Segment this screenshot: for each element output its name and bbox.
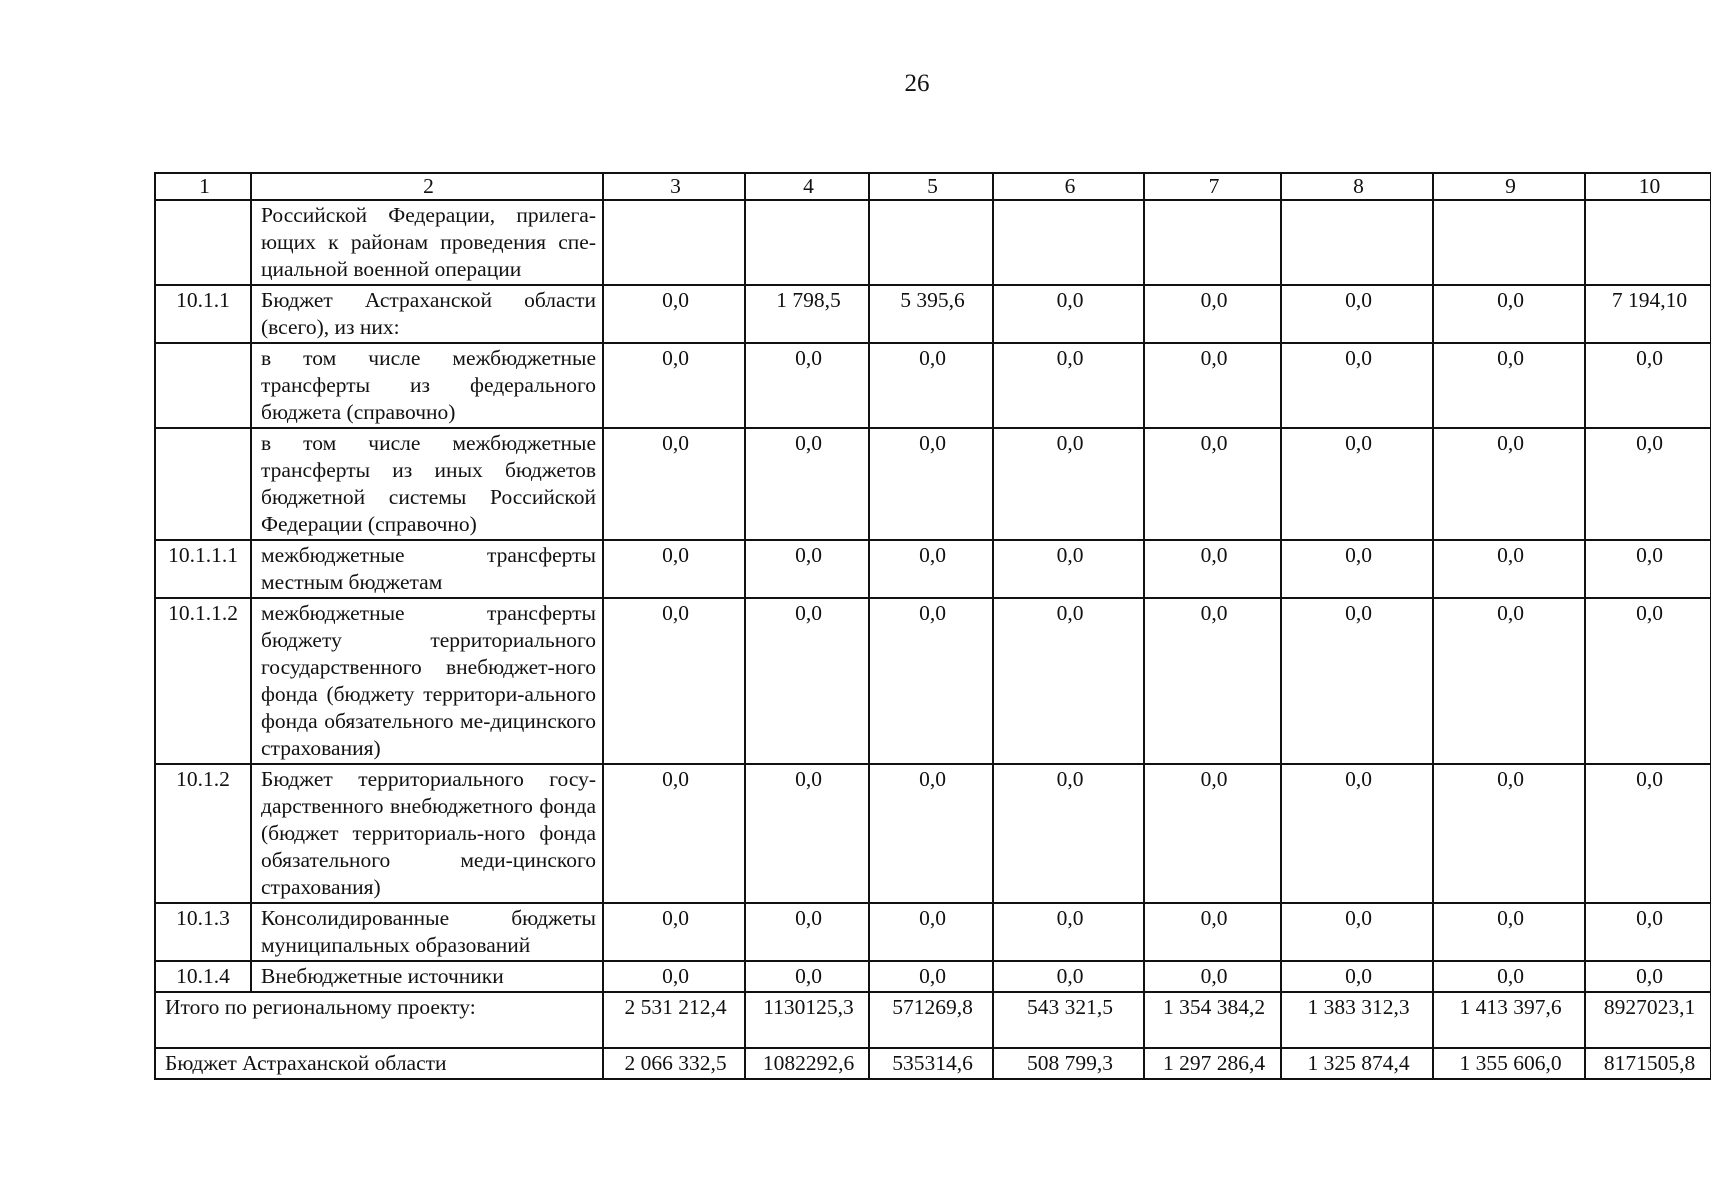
row-description: в том числе межбюджетные трансферты из федерального бюджета (справочно) [251,343,603,428]
value-cell: 0,0 [1144,428,1281,540]
value-cell: 0,0 [993,961,1144,992]
value-cell: 0,0 [745,343,869,428]
value-cell: 0,0 [1281,540,1433,598]
value-cell: 0,0 [869,540,993,598]
row-code [155,428,251,540]
table-row [155,764,1711,903]
value-cell [1433,200,1585,285]
value-cell: 0,0 [869,428,993,540]
total-value: 2 066 332,5 [603,1048,745,1079]
total-value: 535314,6 [869,1048,993,1079]
total-value: 1 354 384,2 [1144,992,1281,1048]
value-cell: 0,0 [1281,961,1433,992]
table-row [155,428,1711,540]
value-cell: 0,0 [1433,598,1585,764]
total-value: 1 355 606,0 [1433,1048,1585,1079]
page-number: 26 [904,70,930,97]
value-cell: 0,0 [1144,285,1281,343]
value-cell [1585,200,1711,285]
value-cell: 0,0 [1433,903,1585,961]
value-cell: 0,0 [1433,961,1585,992]
value-cell: 0,0 [1281,285,1433,343]
value-cell: 0,0 [745,903,869,961]
row-code: 10.1.3 [155,903,251,961]
value-cell: 0,0 [1144,540,1281,598]
column-header: 9 [1433,173,1585,200]
column-header: 10 [1585,173,1711,200]
value-cell: 0,0 [993,540,1144,598]
value-cell [745,200,869,285]
row-description: Бюджет территориального госу-дарственного внебюджетного фонда (бюджет территориаль-ного фонда обязательного меди-цинского страхования) [251,764,603,903]
value-cell: 0,0 [869,764,993,903]
value-cell: 0,0 [1281,428,1433,540]
total-value: 8171505,8 [1585,1048,1711,1079]
column-header: 5 [869,173,993,200]
value-cell: 0,0 [745,540,869,598]
value-cell: 0,0 [603,540,745,598]
total-value: 508 799,3 [993,1048,1144,1079]
value-cell: 0,0 [993,285,1144,343]
value-cell: 0,0 [1433,540,1585,598]
value-cell: 0,0 [993,343,1144,428]
value-cell: 0,0 [603,598,745,764]
value-cell: 0,0 [1585,598,1711,764]
column-header: 3 [603,173,745,200]
value-cell: 0,0 [1585,961,1711,992]
value-cell: 0,0 [1433,764,1585,903]
column-header: 6 [993,173,1144,200]
value-cell: 0,0 [869,903,993,961]
table-row [155,540,1711,598]
value-cell: 0,0 [1144,903,1281,961]
row-code [155,200,251,285]
value-cell: 0,0 [1433,428,1585,540]
total-value: 1 413 397,6 [1433,992,1585,1048]
value-cell: 0,0 [993,764,1144,903]
value-cell: 0,0 [993,428,1144,540]
column-header: 2 [251,173,603,200]
value-cell: 0,0 [1281,903,1433,961]
value-cell: 7 194,10 [1585,285,1711,343]
total-label: Итого по региональному проекту: [155,992,603,1048]
value-cell [1144,200,1281,285]
row-code: 10.1.4 [155,961,251,992]
value-cell: 0,0 [745,961,869,992]
total-value: 1 297 286,4 [1144,1048,1281,1079]
value-cell: 0,0 [1144,764,1281,903]
value-cell [1281,200,1433,285]
table-row [155,961,1711,992]
value-cell: 1 798,5 [745,285,869,343]
column-header: 4 [745,173,869,200]
table-row [155,285,1711,343]
total-row-regional-project [155,992,1711,1048]
value-cell: 0,0 [1144,598,1281,764]
total-value: 571269,8 [869,992,993,1048]
column-number-header-row [155,173,1711,200]
value-cell: 0,0 [745,598,869,764]
value-cell: 0,0 [869,961,993,992]
value-cell: 0,0 [869,343,993,428]
value-cell: 0,0 [1144,961,1281,992]
value-cell: 0,0 [1144,343,1281,428]
value-cell: 0,0 [1585,343,1711,428]
row-description: межбюджетные трансферты местным бюджетам [251,540,603,598]
total-value: 2 531 212,4 [603,992,745,1048]
column-header: 8 [1281,173,1433,200]
total-value: 543 321,5 [993,992,1144,1048]
budget-table [154,172,1711,1080]
value-cell: 0,0 [1281,764,1433,903]
row-description: Российской Федерации, прилега-ющих к районам проведения спе-циальной военной операции [251,200,603,285]
table-row [155,343,1711,428]
row-code: 10.1.1 [155,285,251,343]
value-cell: 0,0 [869,598,993,764]
value-cell: 0,0 [603,285,745,343]
value-cell: 0,0 [1585,764,1711,903]
value-cell: 0,0 [603,764,745,903]
total-value: 1 383 312,3 [1281,992,1433,1048]
total-label: Бюджет Астраханской области [155,1048,603,1079]
value-cell: 0,0 [1433,343,1585,428]
value-cell: 0,0 [1585,903,1711,961]
value-cell: 0,0 [745,428,869,540]
table-row [155,598,1711,764]
total-value: 1130125,3 [745,992,869,1048]
value-cell: 0,0 [993,598,1144,764]
column-header: 1 [155,173,251,200]
row-description: Консолидированные бюджеты муниципальных образований [251,903,603,961]
value-cell: 0,0 [603,961,745,992]
row-description: в том числе межбюджетные трансферты из иных бюджетов бюджетной системы Российской Федерации (справочно) [251,428,603,540]
row-description: межбюджетные трансферты бюджету территориального государственного внебюджет-ного фонда (бюджету территори-ального фонда обязательного ме-дицинского страхования) [251,598,603,764]
value-cell: 0,0 [993,903,1144,961]
total-row-astrakhan-budget [155,1048,1711,1079]
column-header: 7 [1144,173,1281,200]
value-cell: 0,0 [1433,285,1585,343]
total-value: 1 325 874,4 [1281,1048,1433,1079]
value-cell [869,200,993,285]
row-code [155,343,251,428]
value-cell: 0,0 [603,343,745,428]
row-code: 10.1.1.1 [155,540,251,598]
value-cell [993,200,1144,285]
value-cell: 0,0 [603,428,745,540]
table-row [155,903,1711,961]
value-cell: 0,0 [745,764,869,903]
total-value: 8927023,1 [1585,992,1711,1048]
total-value: 1082292,6 [745,1048,869,1079]
value-cell: 0,0 [1585,540,1711,598]
value-cell: 0,0 [1281,343,1433,428]
value-cell: 5 395,6 [869,285,993,343]
table-row [155,200,1711,285]
row-code: 10.1.2 [155,764,251,903]
value-cell [603,200,745,285]
row-description: Бюджет Астраханской области (всего), из них: [251,285,603,343]
row-code: 10.1.1.2 [155,598,251,764]
value-cell: 0,0 [1585,428,1711,540]
value-cell: 0,0 [603,903,745,961]
row-description: Внебюджетные источники [251,961,603,992]
value-cell: 0,0 [1281,598,1433,764]
